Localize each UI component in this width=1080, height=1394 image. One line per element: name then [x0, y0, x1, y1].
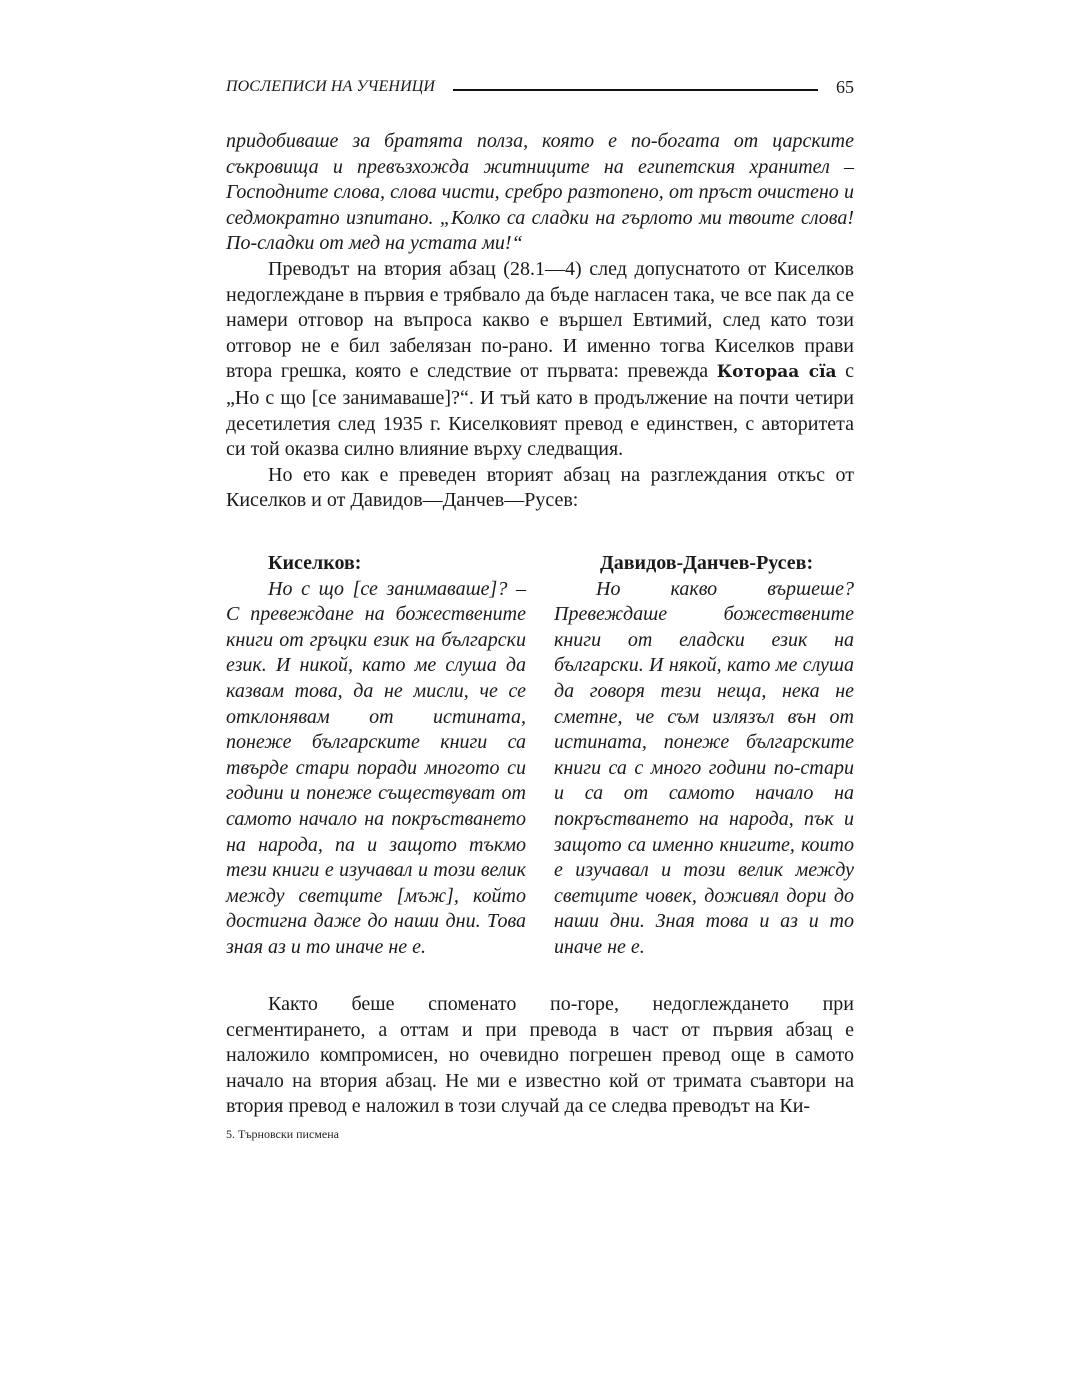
column-text-kiselkov: Но с що [се занимаваше]? – С превеждане на божествените книги от гръцки език на български език. И никой, като ме слуша да казвам това, да не мисли, че се отклонявам от истината, понеже българските книги са твърде стари поради многото си години и понеже съществуват от самото начало на покръстването на народа, па и защото тъкмо тези книги е изучавал и този велик между светците [мъж], който достигна даже до наши дни. Това зная аз и то иначе не е.	[226, 577, 526, 958]
slavonic-phrase: Котораа сїа	[716, 362, 837, 383]
paragraph-translation-critique	[226, 257, 854, 463]
header-rule	[453, 89, 818, 91]
paragraph-intro-comparison: Но ето как е преведен вторият абзац на разглеждания откъс от Киселков и от Давидов—Данчев—Русев:	[226, 463, 854, 512]
column-text-davidov-danchev-rusev: Но какво вършеше? Превеждаше божествените книги от еладски език на български. И някой, като ме слуша да говоря тези неща, нека не сметне, че съм излязъл вън от истината, понеже българските книги са с много години по-стари и са от самото начало на покръстването на народа, пък и защото са именно книгите, които е изучавал и този велик между светците човек, доживял дори до наши дни. Зная това и аз и то иначе не е.	[554, 577, 854, 958]
paragraph-1-part-b: с „Но с що [се занимаваше]?“. И тъй като в продължение на почти четири десетилетия след 1935 г. Киселковият превод е единствен, с авторитета си той оказва силно влияние върху следващия.	[226, 360, 854, 461]
column-kiselkov	[226, 551, 526, 961]
paragraph-1-part-a: Преводът на втория абзац (28.1—4) след допуснатото от Киселков недоглеждане в първия е трябвало да бъде нагласен така, че все пак да се намери отговор на въпроса какво е вършел Евтимий, след като този отговор не е бил забелязан по-рано. И именно тогва Киселков прави втора грешка, която е следствие от първата: превежда	[226, 257, 854, 383]
running-header	[226, 74, 854, 100]
paragraph-segmentation-note: Както беше споменато по-горе, недоглеждането при сегментирането, а оттам и при превода в част от първия абзац е наложило компромисен, но очевидно погрешен превод още в самото начало на втория абзац. Не ми е известно кой от тримата съавтори на втория превод е наложил в този случай да се следва преводът на Ки-	[226, 993, 854, 1118]
quote-continuation: придобиваше за братята полза, която е по-богата от царските съкровища и превъзхожда житниците на египетския хранител – Господните слова, слова чисти, сребро разтопено, от пръст очистено и седмократно изпитано. „Колко са сладки на гърлото ми твоите слова! По-сладки от мед на устата ми!“	[226, 130, 854, 255]
column-heading-davidov-danchev-rusev: Давидов-Данчев-Русев:	[600, 552, 814, 574]
running-title: ПОСЛЕПИСИ НА УЧЕНИЦИ	[226, 78, 436, 95]
column-heading-kiselkov: Киселков:	[268, 552, 362, 574]
lower-text	[226, 992, 854, 1120]
page-number: 65	[836, 76, 854, 97]
printer-signature: 5. Търновски писмена	[226, 1127, 339, 1141]
translation-comparison	[226, 551, 854, 961]
column-davidov-danchev-rusev	[554, 551, 854, 961]
main-text	[226, 129, 854, 514]
